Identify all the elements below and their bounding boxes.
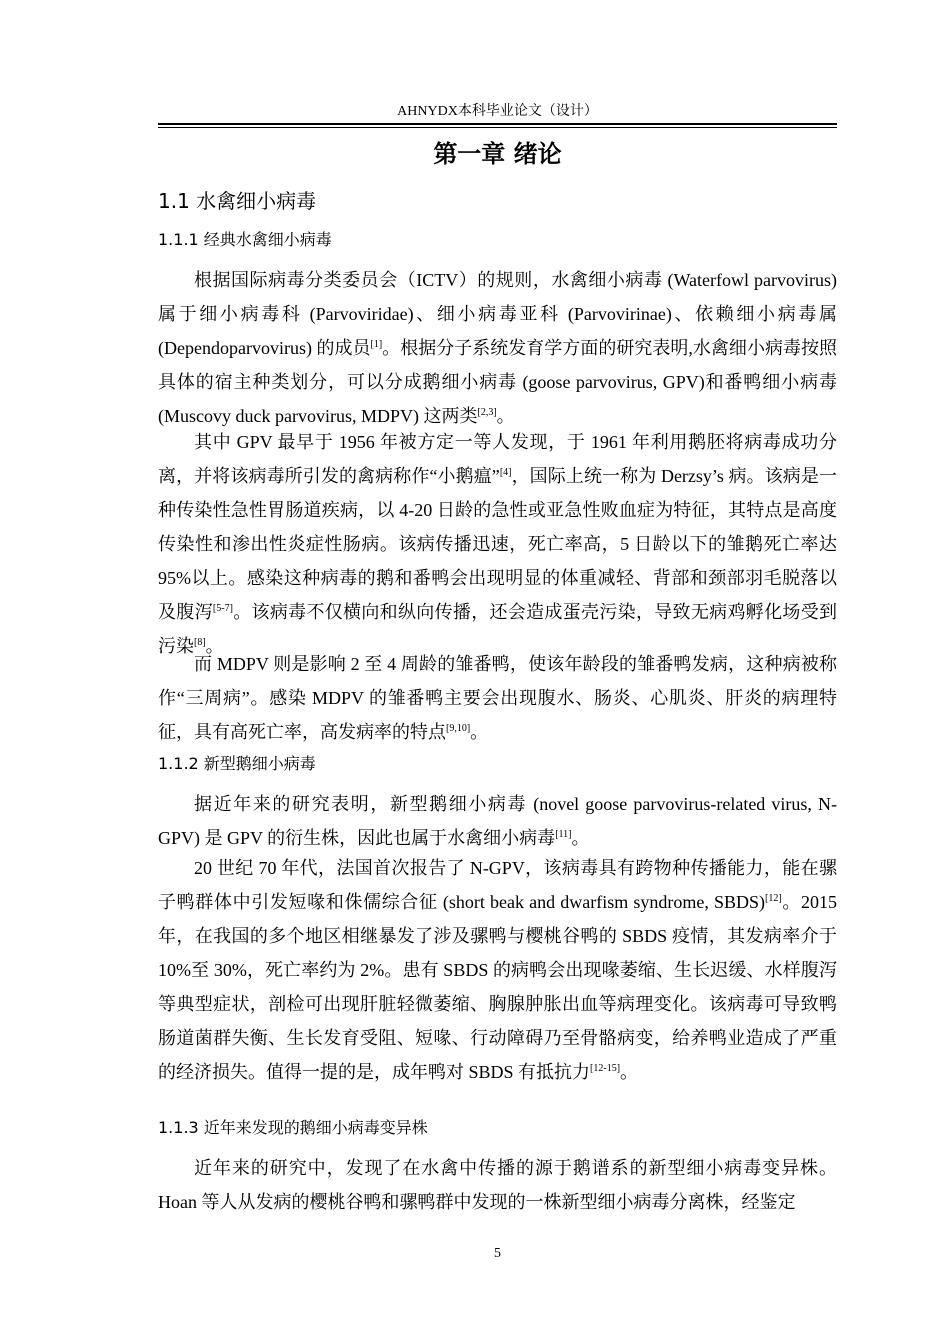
citation: [4] <box>499 467 512 478</box>
citation: [2,3] <box>477 407 497 418</box>
paragraph-1-1-1-a: 根据国际病毒分类委员会（ICTV）的规则，水禽细小病毒 (Waterfowl parvovirus) 属于细小病毒科 (Parvoviridae)、细小病毒亚科 (Parvovirinae)、依赖细小病毒属 (Dependoparvovirus) 的成员[1]。根据分子系统发育学方面的研究表明,水禽细小病毒按照具体的宿主种类划分，可以分成鹅细小病毒 (goose parvovirus, GPV)和番鸭细小病毒 (Muscovy duck parvovirus, MDPV) 这两类[2,3]。 <box>158 270 837 426</box>
citation: [12] <box>765 893 782 904</box>
section-heading-1-1-3: 1.1.3 近年来发现的鹅细小病毒变异株 <box>158 1118 428 1137</box>
page-number: 5 <box>494 1246 501 1261</box>
header-rule <box>158 123 837 125</box>
paragraph-1-1-1-b: 其中 GPV 最早于 1956 年被方定一等人发现，于 1961 年利用鹅胚将病毒成功分离，并将该病毒所引发的禽病称作“小鹅瘟”[4]，国际上统一称为 Derzsy’s 病。该病是一种传染性急性胃肠道疾病，以 4-20 日龄的急性或亚急性败血症为特征，其特点是高度传染性和渗出性炎症性肠病。该病传播迅速，死亡率高，5 日龄以下的雏鹅死亡率达 95%以上。感染这种病毒的鹅和番鸭会出现明显的体重减轻、背部和颈部羽毛脱落以及腹泻[5-7]。该病毒不仅横向和纵向传播，还会造成蛋壳污染，导致无病鸡孵化场受到污染[8]。 <box>158 432 838 656</box>
citation: [1] <box>370 339 383 350</box>
running-header: AHNYDX本科毕业论文（设计） <box>397 104 598 119</box>
citation: [8] <box>194 637 206 648</box>
citation: [11] <box>555 829 572 840</box>
citation: [5-7] <box>212 603 233 614</box>
section-heading-1-1-1: 1.1.1 经典水禽细小病毒 <box>158 230 332 249</box>
citation: [12-15] <box>590 1063 621 1074</box>
header-rule-thin <box>158 127 837 128</box>
section-heading-1-1: 1.1 水禽细小病毒 <box>158 189 317 213</box>
paragraph-1-1-3-a: 近年来的研究中，发现了在水禽中传播的源于鹅谱系的新型细小病毒变异株。Hoan 等人从发病的樱桃谷鸭和骡鸭群中发现的一株新型细小病毒分离株，经鉴定 <box>158 1158 837 1212</box>
paragraph-1-1-1-c: 而 MDPV 则是影响 2 至 4 周龄的雏番鸭，使该年龄段的雏番鸭发病，这种病被称作“三周病”。感染 MDPV 的雏番鸭主要会出现腹水、肠炎、心肌炎、肝炎的病理特征，具有高死亡率，高发病率的特点[9,10]。 <box>158 654 837 742</box>
citation: [9,10] <box>446 723 471 734</box>
chapter-title: 第一章 绪论 <box>433 140 562 168</box>
section-heading-1-1-2: 1.1.2 新型鹅细小病毒 <box>158 754 316 773</box>
paragraph-1-1-2-a: 据近年来的研究表明，新型鹅细小病毒 (novel goose parvovirus-related virus, N-GPV) 是 GPV 的衍生株，因此也属于水禽细小病毒[11]。 <box>158 794 837 848</box>
paragraph-1-1-2-b: 20 世纪 70 年代，法国首次报告了 N-GPV，该病毒具有跨物种传播能力，能在骡子鸭群体中引发短喙和侏儒综合征 (short beak and dwarfism syndrome, SBDS)[12]。2015 年，在我国的多个地区相继暴发了涉及骡鸭与樱桃谷鸭的 SBDS 疫情，其发病率介于 10%至 30%，死亡率约为 2%。患有 SBDS 的病鸭会出现喙萎缩、生长迟缓、水样腹泻等典型症状，剖检可出现肝脏轻微萎缩、胸腺肿胀出血等病理变化。该病毒可导致鸭肠道菌群失衡、生长发育受阻、短喙、行动障碍乃至骨骼病变，给养鸭业造成了严重的经济损失。值得一提的是，成年鸭对 SBDS 有抵抗力[12-15]。 <box>158 858 837 1082</box>
